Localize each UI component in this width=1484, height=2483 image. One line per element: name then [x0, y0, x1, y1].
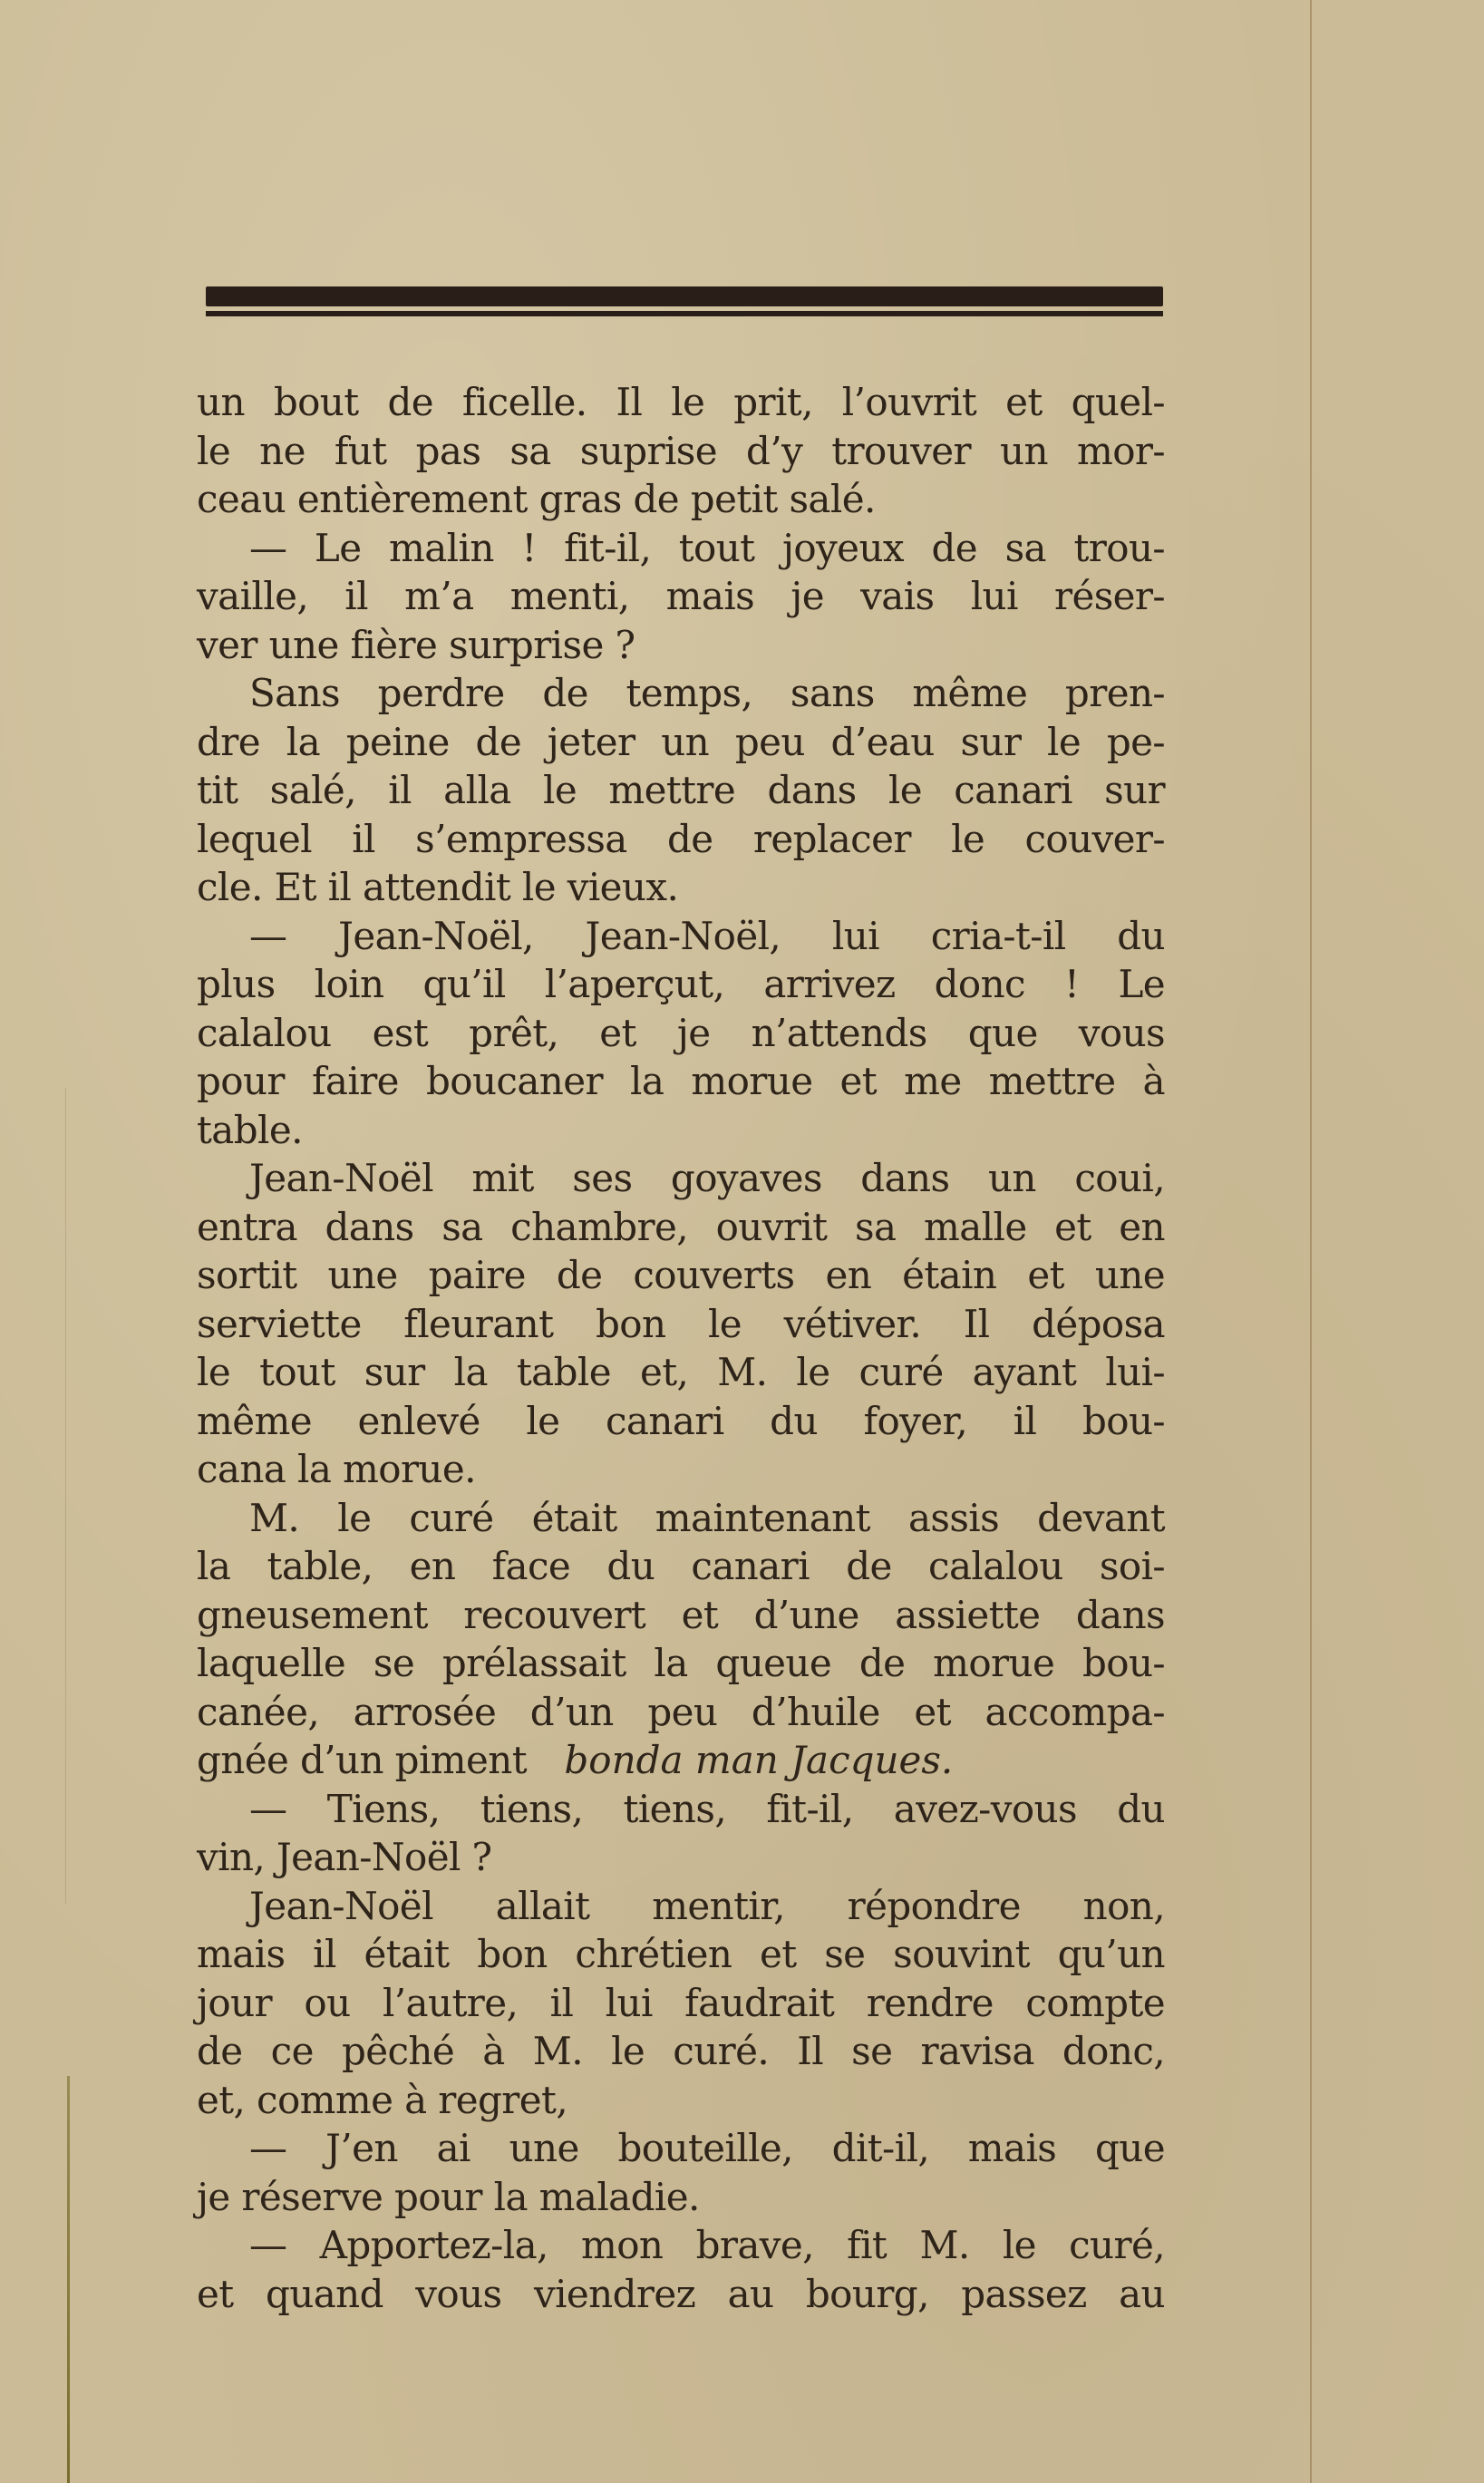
text-line-content: plus loin qu’il l’aperçut, arrivez donc ! Le — [197, 962, 1165, 1006]
text-line-content: le tout sur la table et, M. le curé ayant lui- — [197, 1350, 1165, 1394]
text-line — [197, 1930, 1165, 1979]
text-line — [197, 669, 1165, 718]
text-line — [197, 1639, 1165, 1688]
header-rule-thick — [206, 286, 1163, 306]
text-line — [197, 621, 1165, 670]
text-line-content: canée, arrosée d’un peu d’huile et accompa- — [197, 1689, 1165, 1734]
text-line — [197, 2027, 1165, 2076]
text-line-content: Sans perdre de temps, sans même pren- — [249, 671, 1165, 715]
text-line — [197, 524, 1165, 573]
header-rule-thin — [206, 311, 1163, 316]
text-line — [197, 1736, 1165, 1785]
text-line-content: tit salé, il alla le mettre dans le canari sur — [197, 768, 1165, 812]
text-line — [197, 2173, 1165, 2222]
text-line — [197, 1397, 1165, 1446]
text-line — [197, 1251, 1165, 1300]
text-line — [197, 960, 1165, 1009]
text-line — [197, 475, 1165, 524]
text-line-content: ceau entièrement gras de petit salé. — [197, 477, 876, 521]
text-line-content: de ce pêché à M. le curé. Il se ravisa donc, — [197, 2029, 1165, 2073]
text-line-content: — J’en ai une bouteille, dit-il, mais que — [249, 2126, 1165, 2170]
text-line-content: cle. Et il attendit le vieux. — [197, 865, 679, 909]
text-line-content: — Le malin ! fit-il, tout joyeux de sa trou- — [249, 525, 1165, 570]
page-fold-shadow-left — [65, 1088, 66, 1904]
text-line — [197, 718, 1165, 767]
text-line-content: Jean-Noël allait mentir, répondre non, — [249, 1883, 1165, 1928]
text-line — [197, 2076, 1165, 2125]
text-line-content: — Tiens, tiens, tiens, fit-il, avez-vous du — [249, 1786, 1165, 1831]
page-edge-left — [67, 2076, 70, 2483]
text-line — [197, 1348, 1165, 1397]
text-line — [197, 1688, 1165, 1737]
text-line-content: gneusement recouvert et d’une assiette dans — [197, 1592, 1165, 1637]
text-line — [197, 2124, 1165, 2173]
text-line — [197, 378, 1165, 427]
text-line-content: dre la peine de jeter un peu d’eau sur le pe- — [197, 719, 1165, 764]
text-line-content: sortit une paire de couverts en étain et une — [197, 1253, 1165, 1297]
text-line — [197, 863, 1165, 912]
text-line-content: je réserve pour la maladie. — [197, 2174, 700, 2219]
text-line — [197, 1979, 1165, 2028]
body-text — [197, 378, 1165, 2318]
text-line-content: table. — [197, 1107, 303, 1152]
text-line — [197, 1057, 1165, 1106]
text-line-content: serviette fleurant bon le vétiver. Il déposa — [197, 1301, 1165, 1346]
text-line — [197, 1882, 1165, 1931]
text-line — [197, 1300, 1165, 1349]
text-line-content: ver une fière surprise ? — [197, 622, 635, 667]
text-line — [197, 1494, 1165, 1543]
text-line-content: pour faire boucaner la morue et me mettre à — [197, 1059, 1165, 1103]
text-line — [197, 766, 1165, 815]
text-line-content: et quand vous viendrez au bourg, passez au — [197, 2271, 1165, 2316]
text-line-content: Jean-Noël mit ses goyaves dans un coui, — [249, 1156, 1165, 1200]
text-line — [197, 1009, 1165, 1058]
text-line — [197, 1591, 1165, 1640]
text-line-content: vin, Jean-Noël ? — [197, 1835, 492, 1879]
text-line — [197, 427, 1165, 476]
text-line-content: vaille, il m’a menti, mais je vais lui réser- — [197, 574, 1165, 618]
text-line — [197, 815, 1165, 864]
text-line-content: cana la morue. — [197, 1447, 476, 1491]
text-line — [197, 2221, 1165, 2270]
text-line — [197, 1154, 1165, 1203]
text-line-content: gnée d’un piment — [197, 1738, 528, 1782]
text-line — [197, 1833, 1165, 1882]
text-line-content: même enlevé le canari du foyer, il bou- — [197, 1398, 1165, 1443]
text-line-content: et, comme à regret, — [197, 2077, 568, 2122]
text-line — [197, 1106, 1165, 1155]
text-line-content: — Apportez-la, mon brave, fit M. le curé, — [249, 2223, 1165, 2267]
text-line-content: jour ou l’autre, il lui faudrait rendre compte — [197, 1980, 1165, 2025]
page-edge-right — [1310, 0, 1312, 2483]
text-line — [197, 912, 1165, 961]
text-line-content: lequel il s’empressa de replacer le couver- — [197, 816, 1165, 861]
text-line-content: M. le curé était maintenant assis devant — [249, 1495, 1165, 1540]
text-line — [197, 1445, 1165, 1494]
text-line-content: laquelle se prélassait la queue de morue bou- — [197, 1641, 1165, 1685]
text-line-content: — Jean-Noël, Jean-Noël, lui cria-t-il du — [249, 913, 1165, 958]
text-line — [197, 2270, 1165, 2319]
text-line — [197, 1785, 1165, 1834]
text-line-content: un bout de ficelle. Il le prit, l’ouvrit et quel- — [197, 380, 1165, 424]
text-line-content: calalou est prêt, et je n’attends que vous — [197, 1010, 1165, 1055]
text-line-content: entra dans sa chambre, ouvrit sa malle et en — [197, 1204, 1165, 1249]
text-line — [197, 572, 1165, 621]
text-line-content: le ne fut pas sa suprise d’y trouver un mor- — [197, 428, 1165, 473]
italic-phrase: bonda man Jacques. — [564, 1738, 954, 1782]
text-line — [197, 1542, 1165, 1591]
text-line — [197, 1203, 1165, 1252]
text-line-content: la table, en face du canari de calalou soi- — [197, 1544, 1165, 1588]
text-line-content: mais il était bon chrétien et se souvint qu’un — [197, 1932, 1165, 1976]
